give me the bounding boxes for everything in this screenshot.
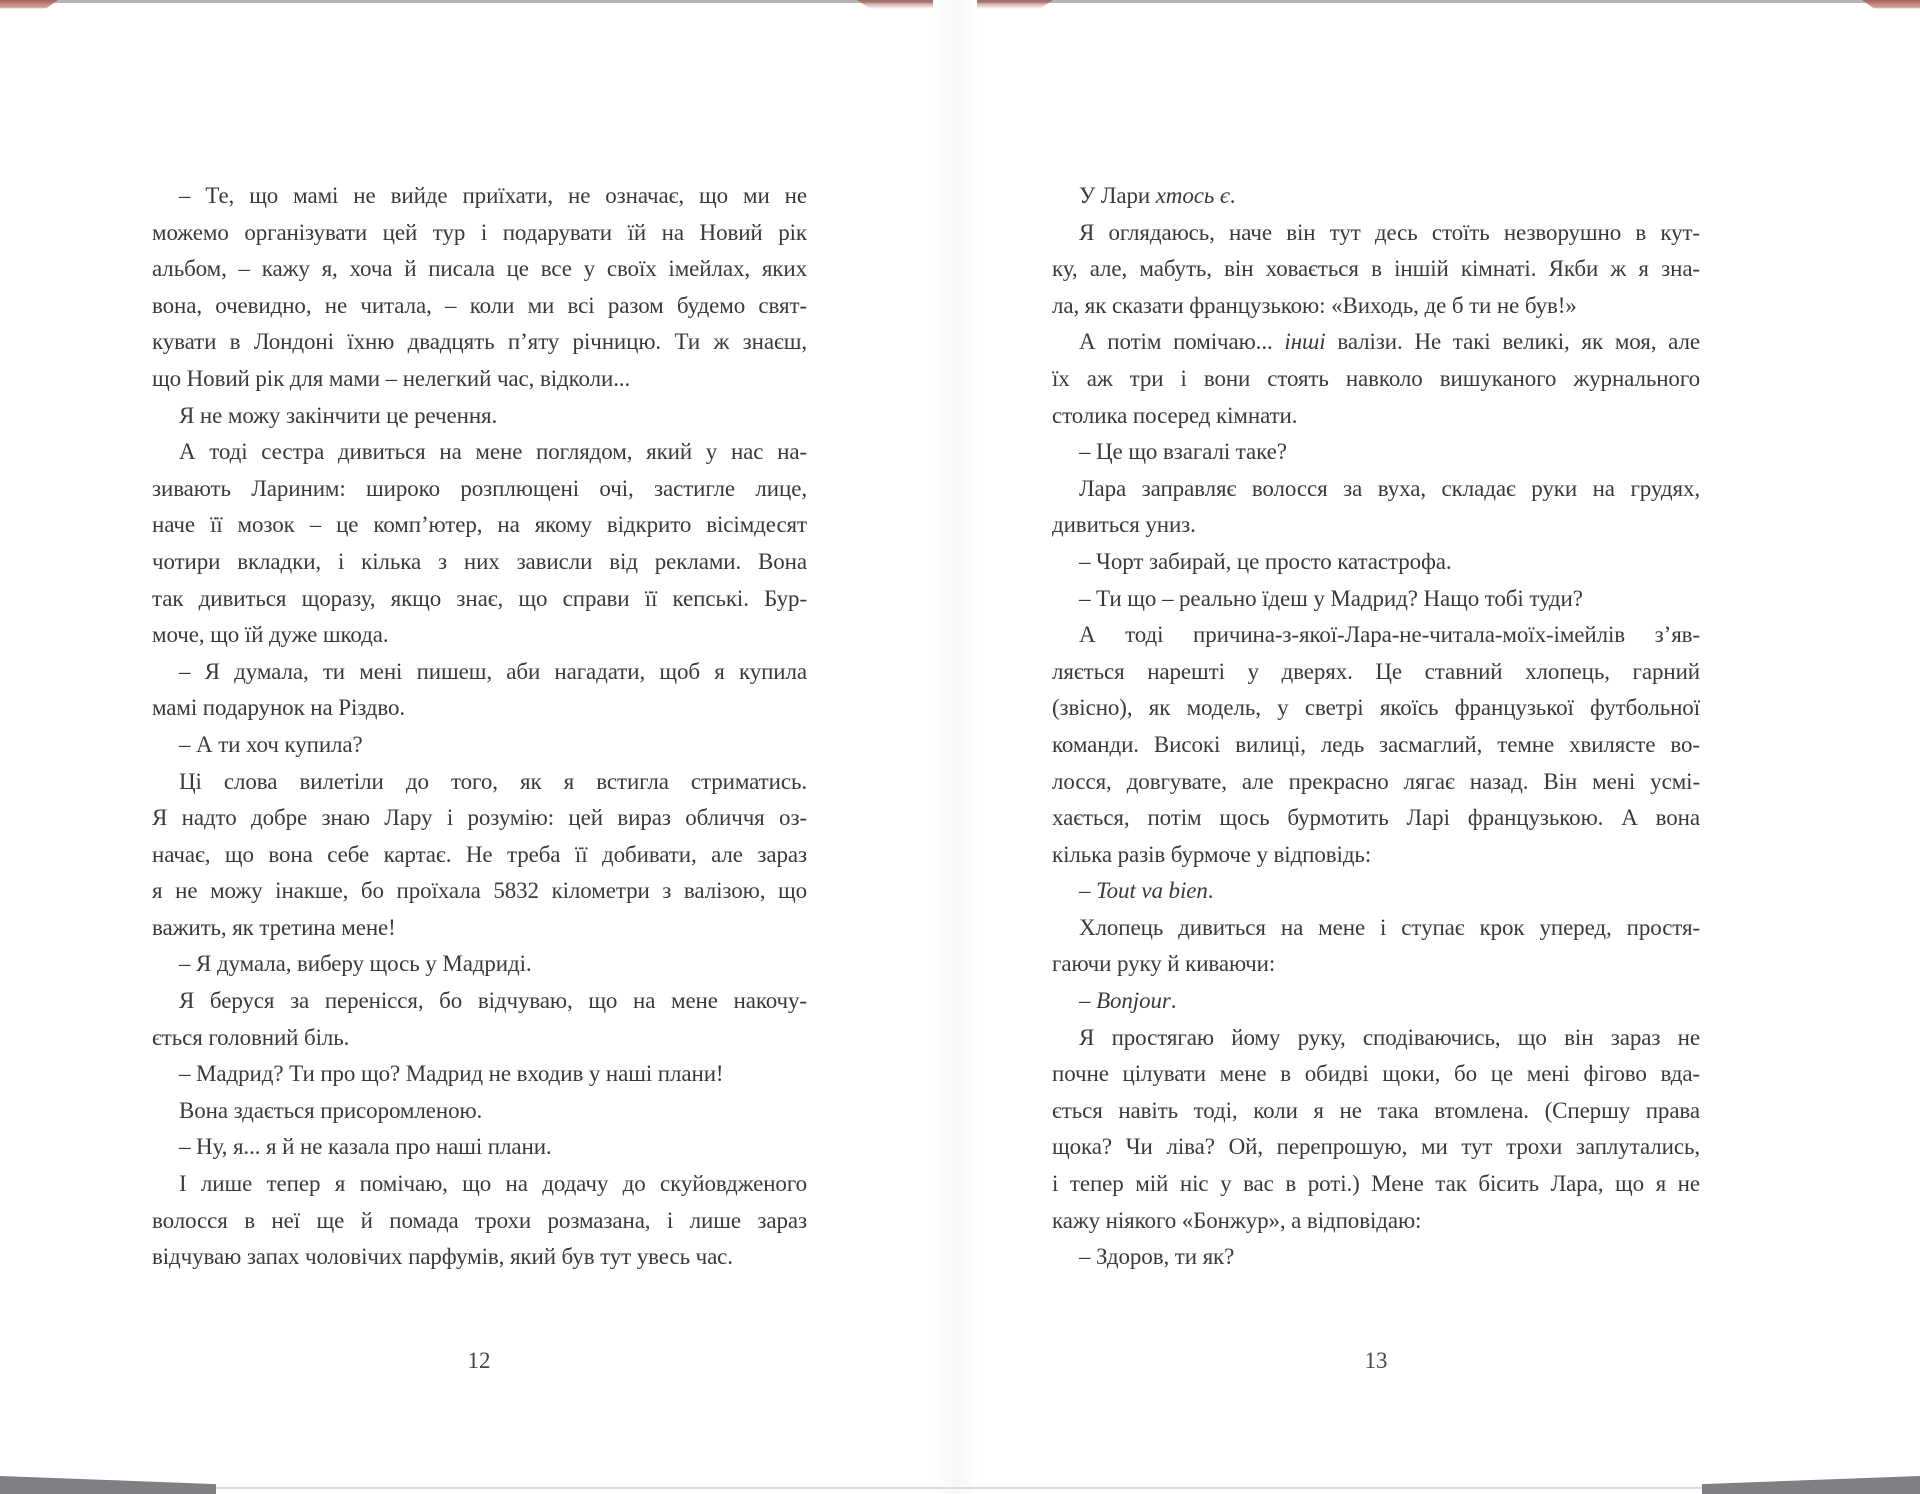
body-text: – Я думала, виберу щось у Мадриді.: [179, 951, 532, 977]
bottom-edge-bar-right: [1702, 1476, 1920, 1494]
text-line: [152, 983, 807, 1020]
body-text: І лише тепер я помічаю, що на додачу до скуйовдженого: [179, 1171, 807, 1197]
text-line: [1052, 800, 1700, 837]
body-text: відчуваю запах чоловічих парфумів, який був тут увесь час.: [152, 1244, 733, 1270]
text-line: [152, 1203, 807, 1240]
body-text: щока? Чи ліва? Ой, перепрошую, ми тут трохи заплутались,: [1052, 1134, 1700, 1160]
text-line: [1052, 690, 1700, 727]
body-text: Я беруся за перенісся, бо відчуваю, що на мене накочу-: [179, 988, 807, 1014]
red-corner-mark-top-left: [0, 0, 58, 9]
body-text: їх аж три і вони стоять навколо вишуканого журнального: [1052, 365, 1700, 391]
text-line: [152, 251, 807, 288]
text-line: [152, 873, 807, 910]
body-text: – Я думала, ти мені пишеш, аби нагадати, щоб я купила: [179, 658, 807, 684]
emphasis-text: Tout va bien: [1096, 878, 1208, 904]
text-line: [152, 507, 807, 544]
text-line: [1052, 873, 1700, 910]
body-text: –: [1079, 878, 1097, 904]
body-text: кілька разів бурмоче у відповідь:: [1052, 841, 1372, 867]
text-line: [152, 544, 807, 581]
text-line: [152, 1020, 807, 1057]
text-line: [152, 1239, 807, 1276]
body-text: вона, очевидно, не читала, – коли ми всі разом будемо свят-: [152, 292, 807, 318]
body-text: .: [1207, 878, 1214, 904]
body-text: зивають Лариним: широко розплющені очі, застигле лице,: [152, 475, 807, 501]
page-gutter-shade: [930, 0, 980, 1494]
text-line: [1052, 837, 1700, 874]
body-text: хається, потім щось бурмотить Ларі французькою. А вона: [1052, 805, 1700, 831]
emphasis-text: Bonjour: [1096, 988, 1171, 1014]
text-line: [152, 1129, 807, 1166]
body-text: ла, як сказати французькою: «Виходь, де б ти не був!»: [1052, 292, 1577, 318]
text-line: [152, 434, 807, 471]
body-text: .: [1170, 988, 1177, 1014]
page-number-left: 12: [467, 1348, 491, 1373]
body-text: – Мадрид? Ти про що? Мадрид не входив у наші плани!: [179, 1061, 724, 1087]
body-text: ляється нарешті у дверях. Це ставний хлопець, гарний: [1052, 658, 1700, 684]
text-line: [152, 690, 807, 727]
body-text: гаючи руку й киваючи:: [1052, 951, 1276, 977]
top-edge-line-right: [977, 0, 1920, 3]
emphasis-text: інші: [1284, 329, 1326, 355]
text-line: [152, 617, 807, 654]
text-line: [152, 1056, 807, 1093]
text-line: [1052, 1239, 1700, 1276]
body-text: У Лари: [1079, 183, 1156, 208]
body-text: – Це що взагалі таке?: [1079, 439, 1287, 465]
text-line: [152, 288, 807, 325]
text-line: [1052, 324, 1700, 361]
text-line: [152, 324, 807, 361]
body-text: кувати в Лондоні їхню двадцять п’яту річницю. Ти ж знаєш,: [152, 329, 807, 355]
text-line: [1052, 1129, 1700, 1166]
body-text: –: [1079, 988, 1097, 1014]
text-line: [152, 1093, 807, 1130]
body-text: чотири вкладки, і кілька з них зависли від реклами. Вона: [152, 548, 807, 574]
body-text: Лара заправляє волосся за вуха, складає руки на грудях,: [1079, 475, 1700, 501]
text-line: [1052, 507, 1700, 544]
body-text: Вона здається присоромленою.: [179, 1097, 483, 1123]
text-line: [152, 727, 807, 764]
body-text: волосся в неї ще й помада трохи розмазана, і лише зараз: [152, 1207, 807, 1233]
body-text: мамі подарунок на Різдво.: [152, 695, 406, 721]
body-text: що Новий рік для мами – нелегкий час, відколи...: [152, 365, 631, 391]
body-text: столика посеред кімнати.: [1052, 402, 1298, 428]
bottom-edge-line: [180, 1487, 1740, 1489]
text-line: [1052, 654, 1700, 691]
text-line: [1052, 544, 1700, 581]
text-line: [1052, 946, 1700, 983]
body-text: важить, як третина мене!: [152, 914, 396, 940]
body-text: можемо організувати цей тур і подарувати їй на Новий рік: [152, 219, 807, 245]
text-line: [1052, 910, 1700, 947]
body-text: команди. Високі вилиці, ледь засмаглий, темне хвилясте во-: [1052, 731, 1700, 757]
text-line: [152, 178, 807, 215]
text-line: [1052, 727, 1700, 764]
text-line: [152, 910, 807, 947]
red-corner-mark-top-right: [1862, 0, 1920, 9]
text-line: [1052, 471, 1700, 508]
body-text: почне цілувати мене в обидві щоки, бо це мені фігово вда-: [1052, 1061, 1700, 1087]
text-line: [1052, 1093, 1700, 1130]
text-line: [152, 398, 807, 435]
body-text: альбом, – кажу я, хоча й писала це все у своїх імейлах, яких: [152, 256, 807, 282]
body-text: я не можу інакше, бо проїхала 5832 кілометри з валізою, що: [152, 878, 807, 904]
body-text: Я простягаю йому руку, сподіваючись, що він зараз не: [1079, 1024, 1700, 1050]
text-line: [1052, 1203, 1700, 1240]
body-text: Хлопець дивиться на мене і ступає крок уперед, простя-: [1079, 914, 1700, 940]
body-text: лосся, довгувате, але прекрасно лягає назад. Він мені усмі-: [1052, 768, 1700, 794]
body-text: А тоді сестра дивиться на мене поглядом, який у нас на-: [179, 439, 807, 465]
body-text: – Ти що – реально їдеш у Мадрид? Нащо тобі туди?: [1079, 585, 1583, 611]
body-text: – Здоров, ти як?: [1079, 1244, 1235, 1270]
text-line: [1052, 434, 1700, 471]
body-text: Я не можу закінчити це речення.: [179, 402, 498, 428]
text-line: [1052, 1056, 1700, 1093]
text-line: [152, 215, 807, 252]
body-text: Я оглядаюсь, наче він тут десь стоїть незворушно в кут-: [1079, 219, 1700, 245]
text-line: [1052, 215, 1700, 252]
text-line: [1052, 581, 1700, 618]
body-text: А тоді причина-з-якої-Лара-не-читала-моїх-імейлів з’яв-: [1079, 622, 1700, 648]
body-text: начає, що вона себе картає. Не треба її добивати, але зараз: [152, 841, 807, 867]
top-edge-line-left: [0, 0, 933, 3]
body-text: Я надто добре знаю Лару і розумію: цей вираз обличчя оз-: [152, 805, 807, 831]
text-line: [152, 581, 807, 618]
body-text: дивиться униз.: [1052, 512, 1196, 538]
body-text: (звісно), як модель, у светрі якоїсь французької футбольної: [1052, 695, 1700, 721]
text-line: [1052, 764, 1700, 801]
text-line: [1052, 398, 1700, 435]
body-text: і тепер мій ніс у вас в роті.) Мене так бісить Лара, що я не: [1052, 1171, 1700, 1197]
body-text: – Ну, я... я й не казала про наші плани.: [179, 1134, 552, 1160]
text-line: [1052, 1020, 1700, 1057]
body-text: Ці слова вилетіли до того, як я встигла стриматись.: [179, 768, 807, 794]
body-text: ється навіть тоді, коли я не така втомлена. (Спершу права: [1052, 1097, 1700, 1123]
body-text: так дивиться щоразу, якщо знає, що справи її кепські. Бур-: [152, 585, 807, 611]
text-line: [1052, 178, 1700, 215]
body-text: валізи. Не такі великі, як моя, але: [1325, 329, 1700, 355]
red-corner-mark-gutter-left: [857, 0, 933, 9]
page-12-text-block: [152, 178, 807, 1276]
text-line: [152, 471, 807, 508]
body-text: А потім помічаю...: [1079, 329, 1285, 355]
body-text: наче її мозок – це комп’ютер, на якому відкрито вісімдесят: [152, 512, 807, 538]
body-text: – Чорт забирай, це просто катастрофа.: [1079, 548, 1452, 574]
body-text: кажу ніякого «Бонжур», а відповідаю:: [1052, 1207, 1422, 1233]
text-line: [152, 800, 807, 837]
text-line: [1052, 361, 1700, 398]
text-line: [1052, 1166, 1700, 1203]
page-13-text-block: [1052, 178, 1700, 1276]
text-line: [1052, 288, 1700, 325]
text-line: [152, 1166, 807, 1203]
body-text: ку, але, мабуть, він ховається в іншій кімнаті. Якби ж я зна-: [1052, 256, 1700, 282]
page-number-right: 13: [1364, 1348, 1388, 1373]
red-corner-mark-gutter-right: [977, 0, 1053, 9]
text-line: [152, 764, 807, 801]
body-text: – Те, що мамі не вийде приїхати, не означає, що ми не: [179, 183, 807, 208]
body-text: ється головний біль.: [152, 1024, 350, 1050]
text-line: [1052, 983, 1700, 1020]
text-line: [152, 837, 807, 874]
text-line: [1052, 251, 1700, 288]
text-line: [1052, 617, 1700, 654]
body-text: – А ти хоч купила?: [179, 731, 363, 757]
bottom-edge-bar-left: [0, 1476, 216, 1494]
text-line: [152, 361, 807, 398]
text-line: [152, 654, 807, 691]
emphasis-text: хтось є: [1155, 183, 1230, 208]
body-text: .: [1229, 183, 1236, 208]
text-line: [152, 946, 807, 983]
body-text: моче, що їй дуже шкода.: [152, 622, 389, 648]
